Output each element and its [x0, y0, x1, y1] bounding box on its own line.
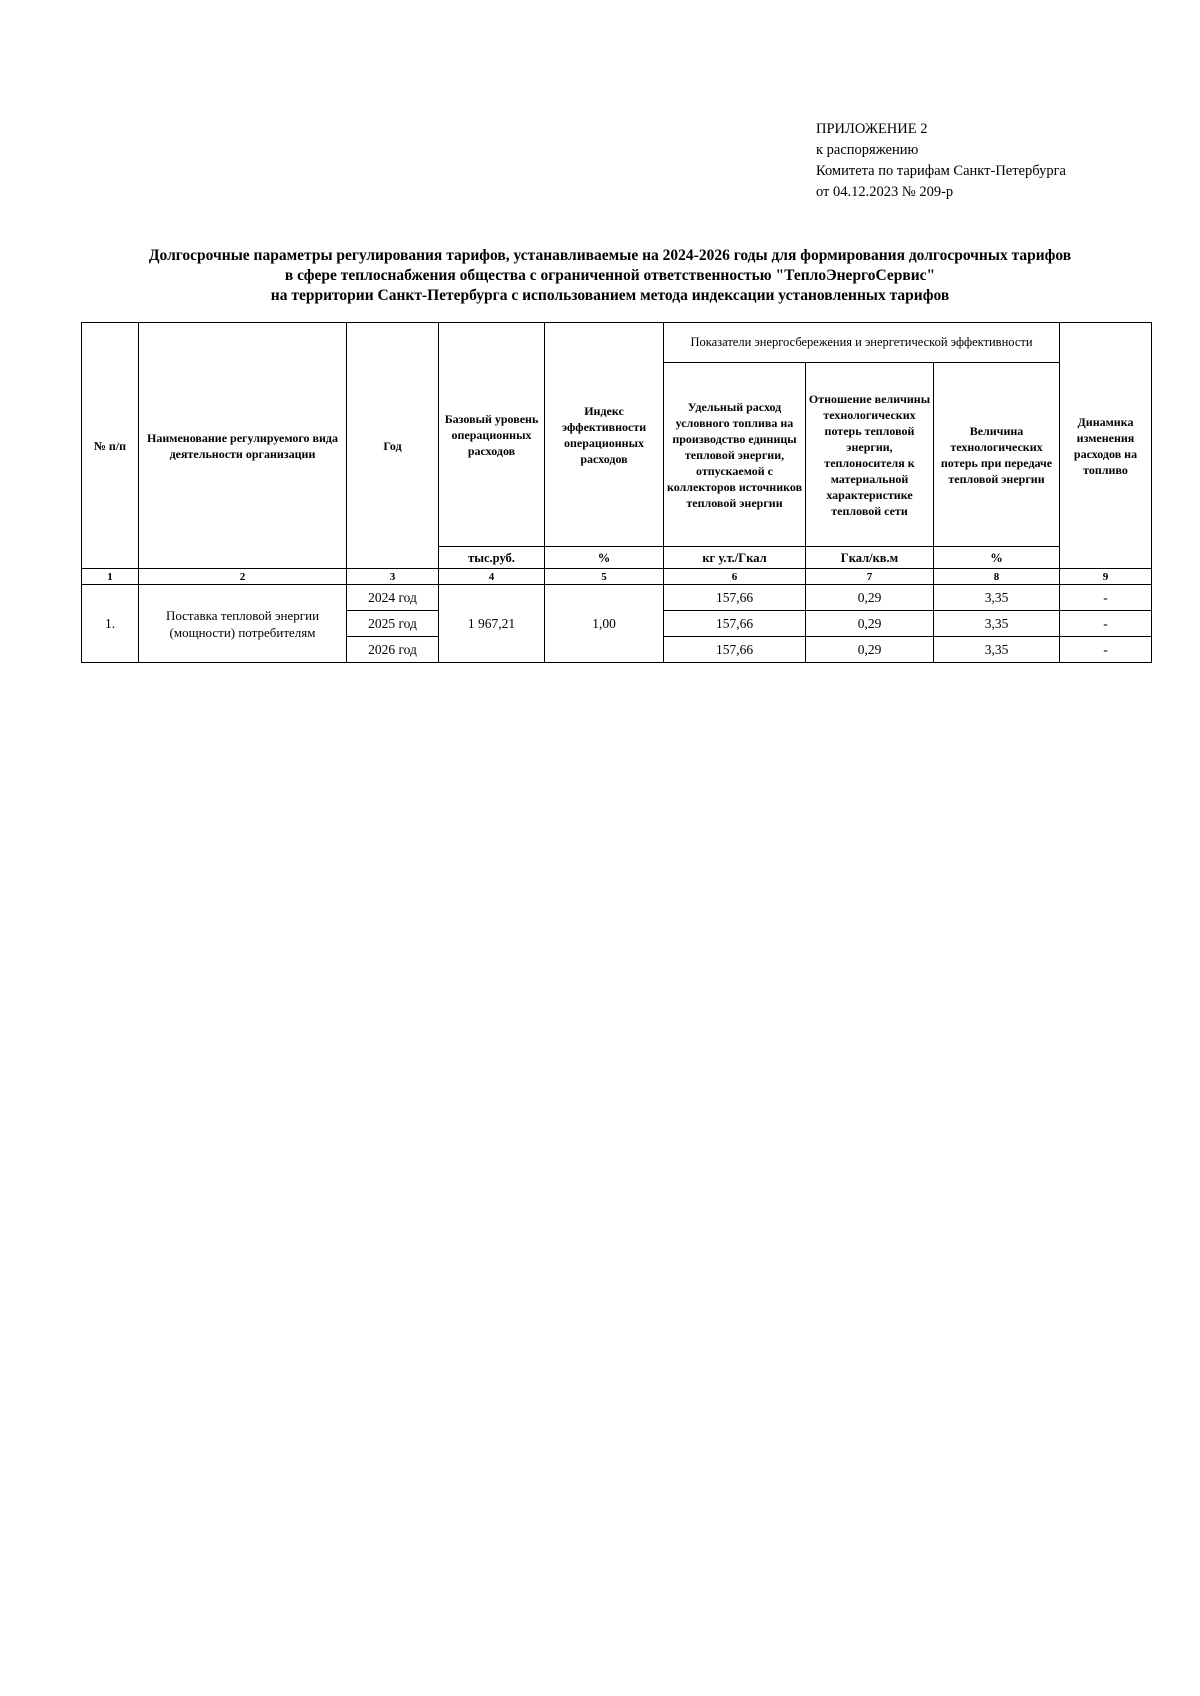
column-number: 6 — [664, 569, 806, 585]
appendix-to-order: к распоряжению — [816, 142, 919, 158]
row-loss-value: 3,35 — [934, 585, 1060, 611]
row-activity: Поставка тепловой энергии (мощности) потребителям — [139, 585, 347, 663]
row-loss-ratio: 0,29 — [806, 611, 934, 637]
appendix-date-number: от 04.12.2023 № 209-р — [816, 184, 954, 200]
row-fuel-rate: 157,66 — [664, 611, 806, 637]
row-fuel-rate: 157,66 — [664, 585, 806, 611]
table-row — [82, 585, 1152, 611]
header-activity: Наименование регулируемого вида деятельности организации — [139, 323, 347, 569]
column-number: 4 — [439, 569, 545, 585]
header-fuel-rate: Удельный расход условного топлива на производство единицы тепловой энергии, отпускаемой с коллекторов источников тепловой энергии — [664, 363, 806, 547]
column-number: 7 — [806, 569, 934, 585]
row-loss-ratio: 0,29 — [806, 585, 934, 611]
header-year: Год — [347, 323, 439, 569]
unit-fuel-rate: кг у.т./Гкал — [664, 547, 806, 569]
unit-base-level: тыс.руб. — [439, 547, 545, 569]
tariff-parameters-table — [81, 322, 1152, 663]
unit-loss-ratio: Гкал/кв.м — [806, 547, 934, 569]
document-title — [60, 246, 1160, 306]
row-loss-ratio: 0,29 — [806, 637, 934, 663]
row-number: 1. — [82, 585, 139, 663]
row-year: 2025 год — [347, 611, 439, 637]
row-fuel-rate: 157,66 — [664, 637, 806, 663]
title-line-1: Долгосрочные параметры регулирования тарифов, устанавливаемые на 2024-2026 годы для формирования долгосрочных тарифов — [148, 247, 1072, 264]
header-fuel-dynamics: Динамика изменения расходов на топливо — [1060, 323, 1152, 569]
row-fuel-dynamics: - — [1060, 637, 1152, 663]
title-line-2: в сфере теплоснабжения общества с ограниченной ответственностью "ТеплоЭнергоСервис" — [284, 267, 936, 284]
row-loss-value: 3,35 — [934, 637, 1060, 663]
column-number: 3 — [347, 569, 439, 585]
appendix-committee: Комитета по тарифам Санкт-Петербурга — [816, 163, 1066, 179]
header-num: № п/п — [82, 323, 139, 569]
header-base-level: Базовый уровень операционных расходов — [439, 323, 545, 547]
column-number: 1 — [82, 569, 139, 585]
header-loss-value: Величина технологических потерь при передаче тепловой энергии — [934, 363, 1060, 547]
unit-loss-value: % — [934, 547, 1060, 569]
row-loss-value: 3,35 — [934, 611, 1060, 637]
title-line-3: на территории Санкт-Петербурга с использованием метода индексации установленных тарифов — [270, 287, 950, 304]
row-fuel-dynamics: - — [1060, 585, 1152, 611]
appendix-header — [816, 119, 1066, 203]
appendix-label: ПРИЛОЖЕНИЕ 2 — [816, 121, 928, 137]
column-number: 8 — [934, 569, 1060, 585]
row-fuel-dynamics: - — [1060, 611, 1152, 637]
column-number: 2 — [139, 569, 347, 585]
row-base-level: 1 967,21 — [439, 585, 545, 663]
row-year: 2024 год — [347, 585, 439, 611]
unit-efficiency-index: % — [545, 547, 664, 569]
header-efficiency-index: Индекс эффективности операционных расходов — [545, 323, 664, 547]
column-number: 5 — [545, 569, 664, 585]
column-number: 9 — [1060, 569, 1152, 585]
header-loss-ratio: Отношение величины технологических потерь тепловой энергии, теплоносителя к материальной характеристике тепловой сети — [806, 363, 934, 547]
row-efficiency-index: 1,00 — [545, 585, 664, 663]
row-year: 2026 год — [347, 637, 439, 663]
header-energy-group: Показатели энергосбережения и энергетической эффективности — [664, 323, 1060, 363]
